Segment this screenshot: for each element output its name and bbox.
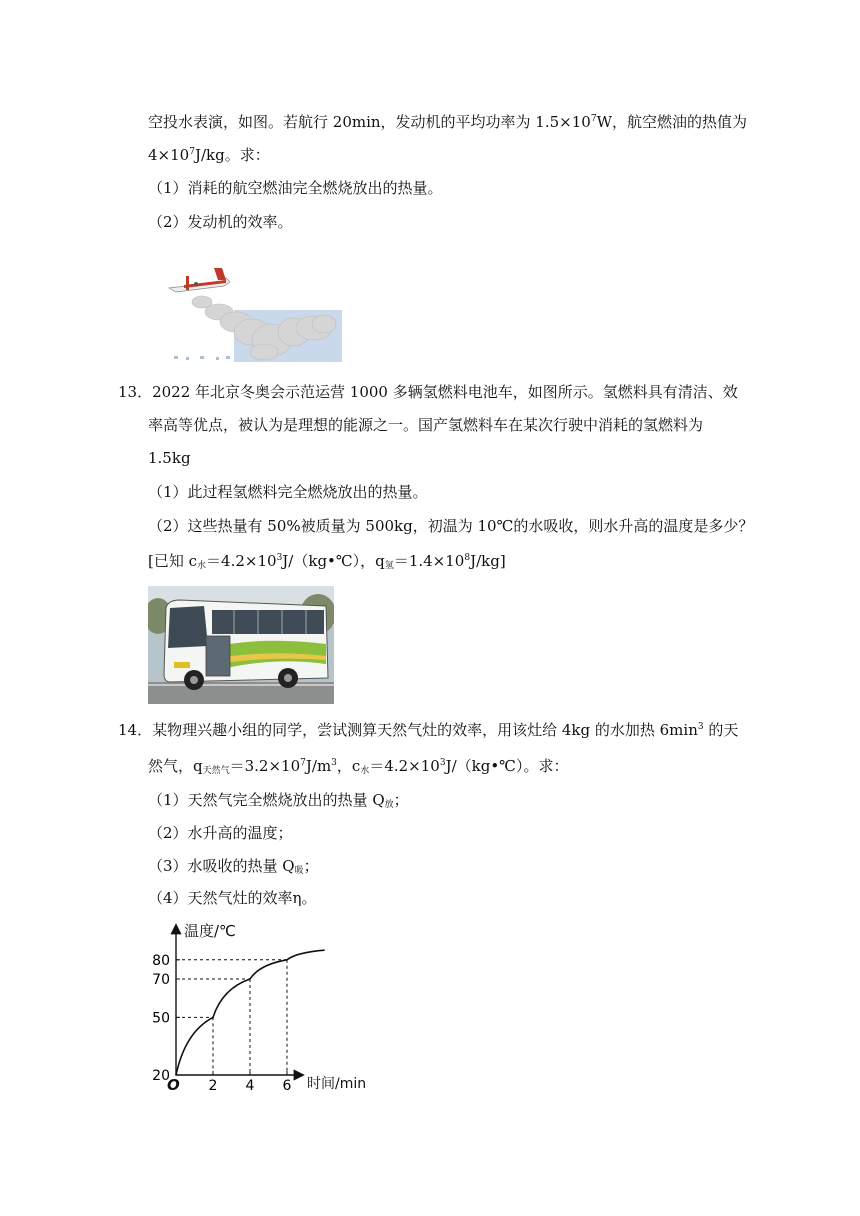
q13-known-sub1: 水 (197, 561, 207, 571)
y-tick-label: 70 (152, 972, 170, 988)
q13-number: 13． (118, 383, 153, 401)
q13-known-e: J/kg] (470, 552, 506, 570)
q14-sub1-a: （1）天然气完全燃烧放出的热量 Q (148, 791, 385, 809)
q14-line2-d: ，c (336, 757, 361, 775)
dashed-guides (176, 960, 287, 1075)
q13-known-values (148, 551, 506, 571)
data-point (249, 978, 251, 980)
q13-line1-text: 2022 年北京冬奥会示范运营 1000 多辆氢燃料电池车，如图所示。氢燃料具有清洁、效 (152, 383, 738, 401)
q14-line2-a: 然气，q (148, 757, 203, 775)
q13-known-sup1: 3 (276, 553, 283, 563)
x-tick-label: 6 (282, 1078, 292, 1094)
q13-subquestion-1: （1）此过程氢燃料完全燃烧放出的热量。 (148, 483, 428, 501)
q14-sub3-sub: 吸 (294, 866, 304, 876)
x-tick-label: 4 (245, 1078, 255, 1094)
q14-line2-e: ＝4.2×10 (369, 757, 440, 775)
data-point (286, 959, 288, 961)
bus-icon (164, 600, 328, 690)
q12-line1-sup: 7 (590, 114, 597, 124)
airplane-water-drop-image (164, 262, 342, 362)
q14-line2-c: J/m (305, 757, 332, 775)
origin-label: O (167, 1076, 180, 1094)
q14-subquestion-4: （4）天然气灶的效率η。 (148, 889, 317, 907)
q14-line2-sup3: 3 (439, 758, 446, 768)
data-point (212, 1017, 214, 1019)
q13-known-sub2: 氢 (384, 561, 394, 571)
q14-subquestion-2: （2）水升高的温度； (148, 824, 293, 842)
x-tick-label: 2 (208, 1078, 218, 1094)
q12-line2-b: J/kg。求： (194, 146, 270, 164)
q12-text-line2 (148, 145, 270, 165)
q14-line2 (148, 756, 568, 776)
q13-line3: 1.5kg (148, 449, 191, 467)
q12-line1-b: W，航空燃油的热值为 (596, 113, 747, 131)
q12-line2-sup: 7 (189, 147, 195, 157)
q14-sub3-a: （3）水吸收的热量 Q (148, 857, 295, 875)
q13-subquestion-2: （2）这些热量有 50%被质量为 500kg，初温为 10℃的水吸收，则水升高的温度是多少？ (148, 517, 754, 535)
q13-known-a: [已知 c (148, 552, 198, 570)
q14-line2-sub2: 水 (360, 766, 370, 776)
q14-line1-b: 的天 (703, 721, 739, 739)
x-axis-label: 时间/min (307, 1076, 367, 1092)
q13-known-b: ＝4.2×10 (206, 552, 277, 570)
q13-line1 (118, 382, 738, 402)
q14-line1-sup: 3 (697, 722, 704, 732)
q14-line2-sup2: 3 (331, 758, 337, 768)
temperature-time-chart (150, 918, 380, 1096)
temperature-curve (176, 950, 324, 1075)
q14-subquestion-3 (148, 856, 319, 876)
data-point (323, 949, 325, 951)
q14-sub1-sub: 放 (384, 800, 394, 810)
y-tick-label: 50 (152, 1010, 170, 1027)
y-tick-label: 80 (152, 952, 170, 969)
q14-number: 14． (118, 721, 153, 739)
y-axis-label: 温度/℃ (184, 922, 236, 940)
q12-subquestion-2: （2）发动机的效率。 (148, 213, 293, 231)
q14-sub3-b: ； (303, 857, 319, 875)
q13-known-c: J/（kg•℃），q (282, 552, 385, 570)
q14-line2-f: J/（kg•℃）。求： (445, 757, 569, 775)
q14-line2-sub1: 天然气 (202, 766, 230, 776)
q12-line2-a: 4×10 (148, 146, 190, 164)
q14-subquestion-1 (148, 790, 409, 810)
q14-line2-b: ＝3.2×10 (229, 757, 301, 775)
q12-line1-a: 空投水表演，如图。若航行 20min，发动机的平均功率为 1.5×10 (148, 113, 591, 131)
q14-line2-sup1: 7 (300, 758, 306, 768)
q13-known-sup2: 8 (464, 553, 471, 563)
y-tick-label: 20 (152, 1068, 170, 1084)
q12-subquestion-1: （1）消耗的航空燃油完全燃烧放出的热量。 (148, 179, 443, 197)
q14-line1-a: 某物理兴趣小组的同学，尝试测算天然气灶的效率，用该灶给 4kg 的水加热 6min (152, 721, 698, 739)
q13-known-d: ＝1.4×10 (393, 552, 465, 570)
q14-line1 (118, 720, 738, 740)
q14-sub1-b: ； (393, 791, 409, 809)
q13-line2: 率高等优点，被认为是理想的能源之一。国产氢燃料车在某次行驶中消耗的氢燃料为 (148, 416, 704, 434)
hydrogen-bus-image (148, 586, 334, 704)
q12-text-line1 (148, 112, 747, 132)
